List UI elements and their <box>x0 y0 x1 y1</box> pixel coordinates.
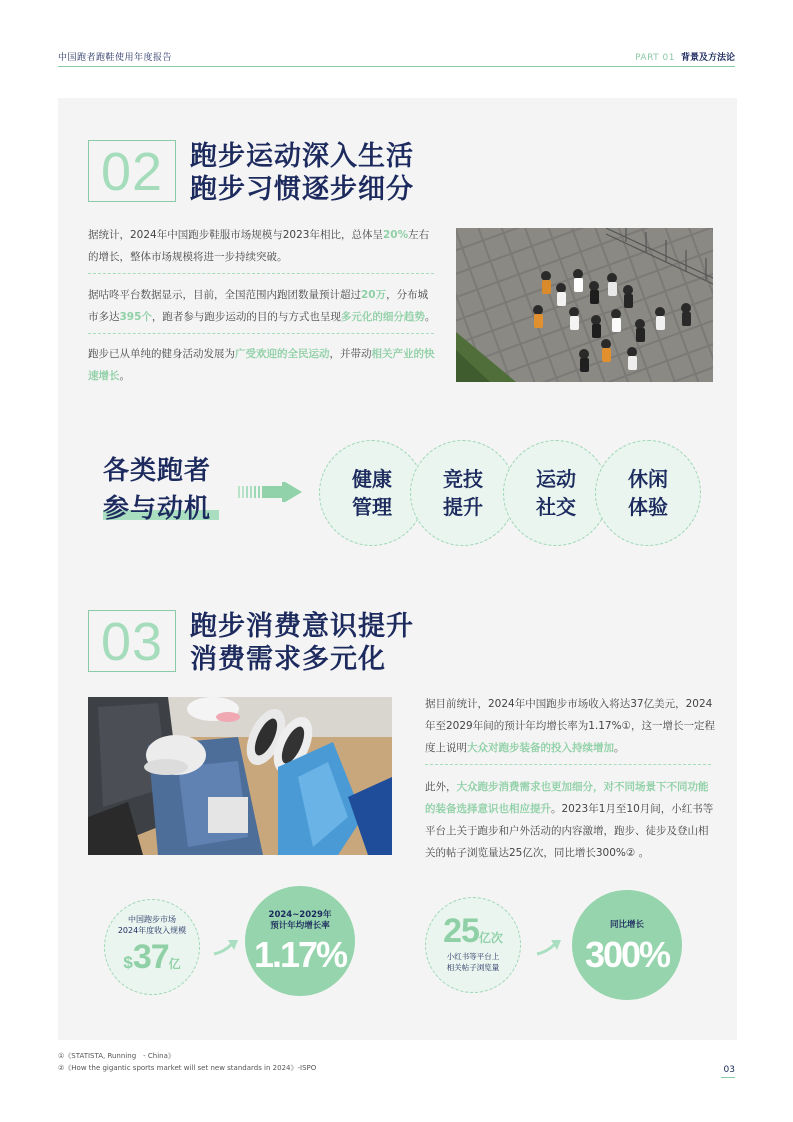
motivation-title-line2: 参与动机 <box>103 494 212 524</box>
section-number-box <box>88 610 176 672</box>
footnote-2: ②《How the gigantic sports market will set new standards in 2024》-ISPO <box>58 1064 317 1072</box>
paragraph-running-groups: 据咕咚平台数据显示，目前，全国范围内跑团数量预计超过20万，分布城市多达395个，跑者参与跑步运动的目的与方式也呈现多元化的细分趋势。 <box>88 289 436 323</box>
motivation-social: 运动 社交 <box>503 440 609 546</box>
stat-post-views: 25亿次 小红书等平台上 相关帖子浏览量 <box>425 897 521 993</box>
section-number: 02 <box>100 142 164 202</box>
dashed-divider <box>425 764 711 765</box>
runners-photo <box>456 228 713 382</box>
section-label <box>635 50 735 63</box>
section-number: 03 <box>100 612 164 672</box>
section-title-line1: 跑步消费意识提升 <box>190 611 414 642</box>
dashed-divider <box>88 273 434 274</box>
stat-market-revenue: 中国跑步市场 2024年度收入规模 $37亿 <box>104 899 200 995</box>
page-number-underline <box>721 1077 735 1078</box>
section-number-box <box>88 140 176 202</box>
arrow-up-right-icon <box>212 938 238 960</box>
stat-yoy-growth: 同比增长 300% <box>572 890 682 1000</box>
section-title <box>190 140 414 206</box>
motivation-leisure: 休闲 体验 <box>595 440 701 546</box>
motivation-title <box>103 452 211 528</box>
section-title <box>190 610 414 676</box>
paragraph-consumer-demand: 此外，大众跑步消费需求也更加细分，对不同场景下不同功能的装备选择意识也相应提升。2023年1月至10月间，小红书等平台上关于跑步和户外活动的内容激增，跑步、徒步及登山相关的帖子浏览量达25亿次，同比增长300%② 。 <box>425 781 714 859</box>
motivation-health: 健康 管理 <box>319 440 425 546</box>
section-name: 背景及方法论 <box>680 53 735 63</box>
motivation-title-line1: 各类跑者 <box>103 456 212 486</box>
paragraph-market-revenue: 据目前统计，2024年中国跑步市场收入将达37亿美元，2024年至2029年间的预计年均增长率为1.17%①，这一增长一定程度上说明大众对跑步装备的投入持续增加。 <box>425 698 715 754</box>
header-divider <box>58 66 735 67</box>
arrow-right-icon <box>238 482 304 506</box>
motivation-competition: 竞技 提升 <box>410 440 516 546</box>
footnote-1: ①《STATISTA, Running - China》 <box>58 1052 175 1060</box>
dashed-divider <box>88 333 434 334</box>
report-title: 中国跑者跑鞋使用年度报告 <box>58 53 173 63</box>
section-title-line2: 消费需求多元化 <box>190 644 386 675</box>
page-number: 03 <box>723 1065 735 1075</box>
stat-growth-rate: 2024~2029年 预计年均增长率 1.17% <box>245 886 355 996</box>
section-title-line1: 跑步运动深入生活 <box>190 141 414 172</box>
running-gear-photo <box>88 697 392 855</box>
part-label: PART 01 <box>635 53 675 63</box>
paragraph-national-sport: 跑步已从单纯的健身活动发展为广受欢迎的全民运动，并带动相关产业的快速增长。 <box>88 348 435 382</box>
section-title-line2: 跑步习惯逐步细分 <box>190 174 414 205</box>
paragraph-market-size: 据统计，2024年中国跑步鞋服市场规模与2023年相比，总体呈20%左右的增长，整体市场规模将进一步持续突破。 <box>88 229 430 263</box>
arrow-up-right-icon <box>535 938 561 960</box>
